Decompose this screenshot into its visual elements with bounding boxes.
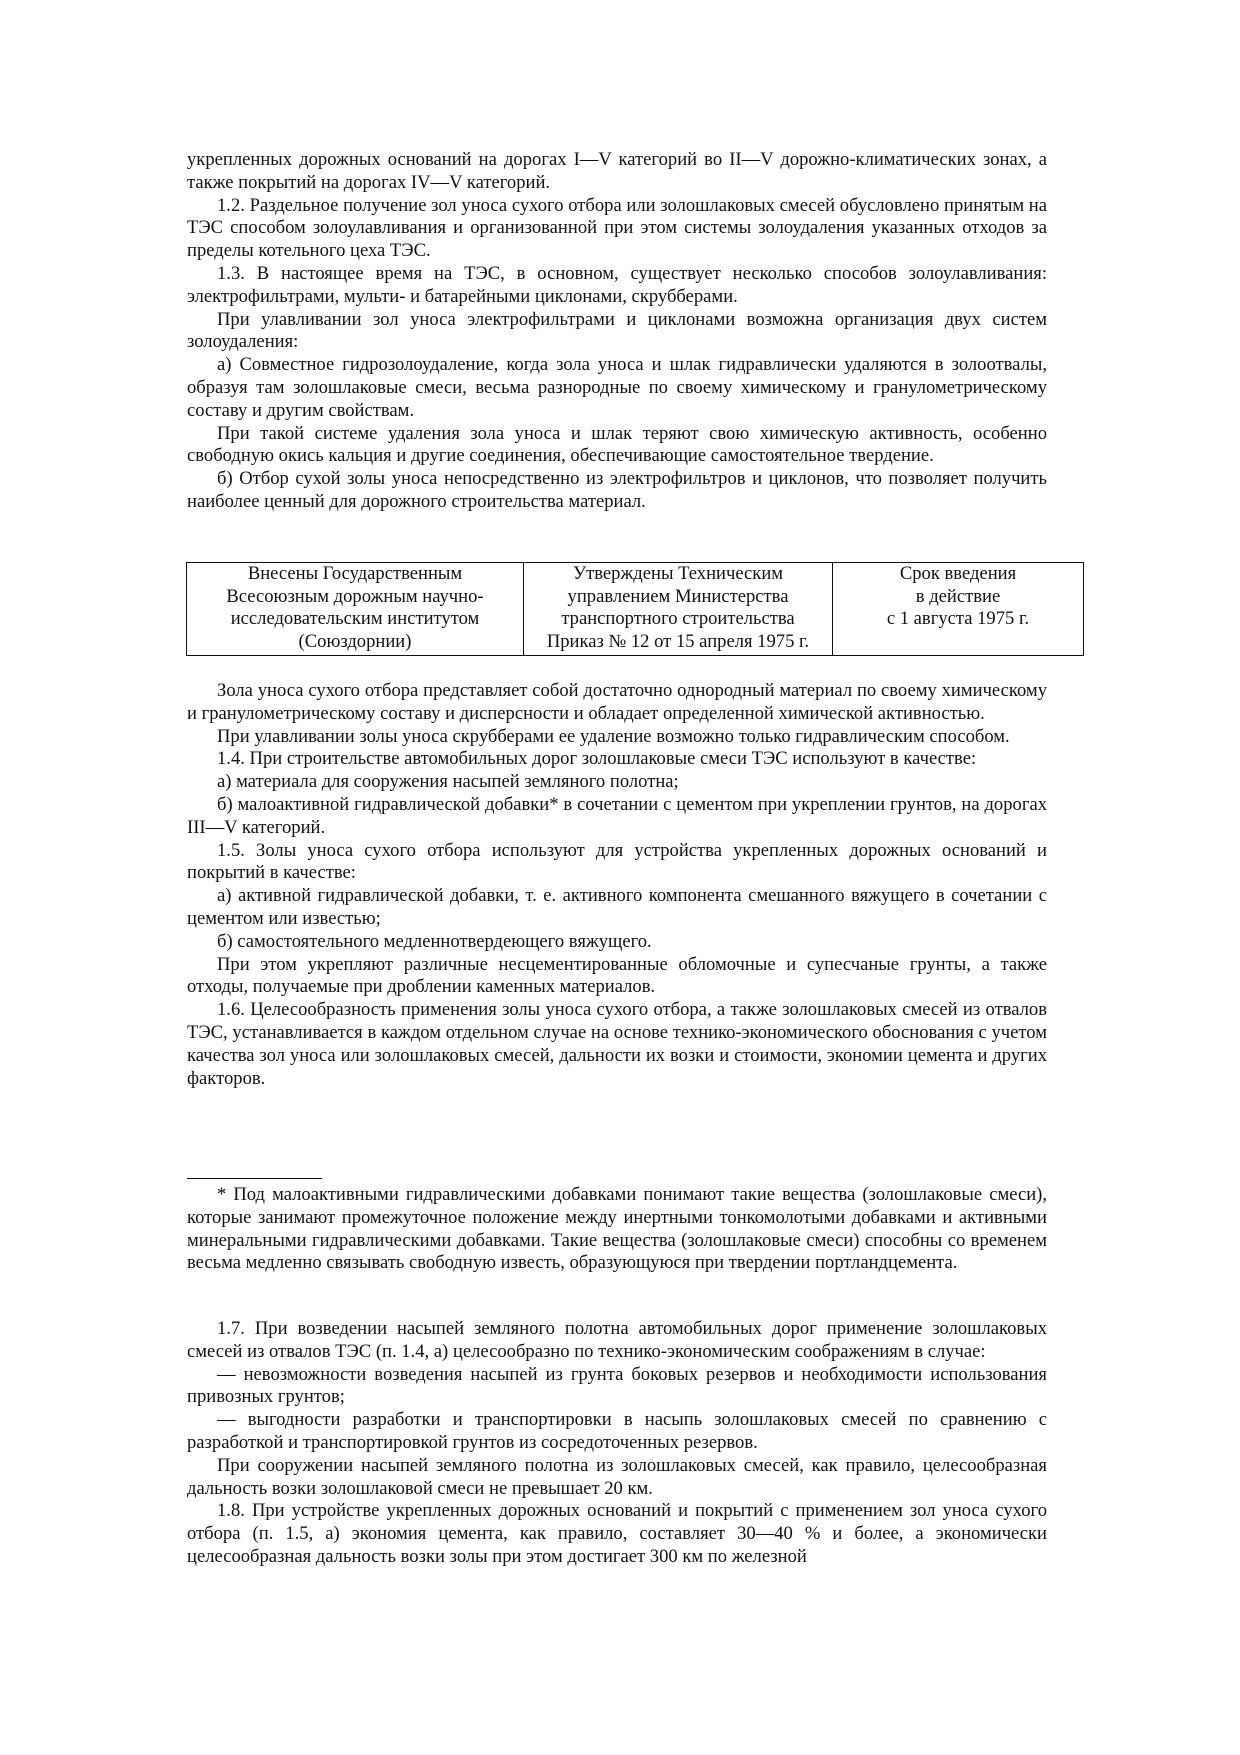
paragraph: При улавливании золы уноса скрубберами ее удаление возможно только гидравлическим способом. (217, 725, 1010, 747)
paragraph: б) самостоятельного медленнотвердеющего вяжущего. (217, 930, 652, 952)
paragraph: При такой системе удаления зола уноса и шлак теряют свою химическую активность, особенно свободную окись кальция и другие соединения, обеспечивающие самостоятельное твердение. (187, 422, 1047, 467)
paragraph: 1.6. Целесообразность применения золы уноса сухого отбора, а также золошлаковых смесей из отвалов ТЭС, устанавливается в каждом отдельном случае на основе технико-экономического обоснования с учетом качества зол уноса или золошлаковых смесей, дальности их возки и стоимости, экономии цемента и других факторов. (187, 999, 1047, 1089)
cell-line: исследовательским институтом (230, 608, 480, 630)
cell-line: Утверждены Техническим (572, 563, 784, 584)
paragraph: При сооружении насыпей земляного полотна из золошлаковых смесей, как правило, целесообразная дальность возки золошлаковой смеси не превышает 20 км. (187, 1454, 1047, 1499)
cell-line: с 1 августа 1975 г. (886, 608, 1030, 630)
approved-by-cell (524, 563, 833, 656)
paragraph: 1.8. При устройстве укрепленных дорожных оснований и покрытий с применением зол уноса сухого отбора (п. 1.5, а) экономия цемента, как правило, составляет 30—40 % и более, а экономически целесообразная дальность возки золы при этом достигает 300 км по железной (187, 1500, 1047, 1567)
paragraph: а) материала для сооружения насыпей земляного полотна; (217, 771, 679, 793)
paragraph: 1.7. При возведении насыпей земляного полотна автомобильных дорог применение золошлаковых смесей из отвалов ТЭС (п. 1.4, а) целесообразно по технико-экономическим соображениям в случае: (187, 1318, 1047, 1362)
cell-line: Срок введения (899, 563, 1017, 584)
paragraph: При улавливании зол уноса электрофильтрами и циклонами возможна организация двух систем золоудаления: (187, 308, 1047, 353)
paragraph: укрепленных дорожных оснований на дорогах I—V категорий во II—V дорожно-климатических зонах, а также покрытий на дорогах IV—V категорий. (187, 149, 1047, 193)
paragraph: 1.4. При строительстве автомобильных дорог золошлаковые смеси ТЭС используют в качестве: (217, 748, 977, 770)
cell-line: управлением Министерства (567, 585, 789, 607)
paragraph: а) активной гидравлической добавки, т. е. активного компонента смешанного вяжущего в сочетании с цементом или известью; (187, 885, 1047, 929)
intro-paragraphs (187, 149, 1047, 514)
cell-line: (Союздорнии) (298, 630, 412, 652)
footnote: * Под малоактивными гидравлическими добавками понимают такие вещества (золошлаковые смеси), которые занимают промежуточное положение между инертными тонкомолотыми добавками и активными минеральными гидравлическими добавками. Такие вещества (золошлаковые смеси) способны со временем весьма медленно связывать свободную известь, образующуюся при твердении портландцемента. (187, 1184, 1047, 1274)
continuation-paragraphs (187, 1318, 1047, 1569)
table-row (187, 563, 1084, 656)
paragraph: Зола уноса сухого отбора представляет собой достаточно однородный материал по своему химическому и гранулометрическому составу и дисперсности и обладает определенной химической активностью. (187, 680, 1047, 724)
cell-line: Приказ № 12 от 15 апреля 1975 г. (546, 630, 810, 652)
main-paragraphs (187, 680, 1047, 1090)
cell-line: Внесены Государственным (247, 563, 463, 584)
paragraph: 1.2. Раздельное получение зол уноса сухого отбора или золошлаковых смесей обусловлено принятым на ТЭС способом золоулавливания и организованной при этом системы золоудаления указанных отходов за пределы котельного цеха ТЭС. (187, 194, 1047, 262)
paragraph: — выгодности разработки и транспортировки в насыпь золошлаковых смесей по сравнению с разработкой и транспортировкой грунтов из сосредоточенных резервов. (187, 1409, 1047, 1453)
submitted-by-cell (187, 563, 524, 656)
paragraph: 1.3. В настоящее время на ТЭС, в основном, существует несколько способов золоулавливания: электрофильтрами, мульти- и батарейными циклонами, скрубберами. (187, 262, 1047, 307)
paragraph: а) Совместное гидрозолоудаление, когда зола уноса и шлак гидравлически удаляются в золоотвалы, образуя там золошлаковые смеси, весьма разнородные по своему химическому и гранулометрическому составу и другим свойствам. (187, 354, 1047, 421)
cell-line: транспортного строительства (561, 608, 795, 630)
effective-date-cell (833, 563, 1084, 656)
paragraph: б) Отбор сухой золы уноса непосредственно из электрофильтров и циклонов, что позволяет получить наиболее ценный для дорожного строительства материал. (187, 468, 1047, 512)
paragraph: При этом укрепляют различные несцементированные обломочные и супесчаные грунты, а также отходы, получаемые при дроблении каменных материалов. (187, 953, 1047, 998)
paragraph: б) малоактивной гидравлической добавки* в сочетании с цементом при укреплении грунтов, на дорогах III—V категорий. (187, 793, 1047, 838)
cell-line: Всесоюзным дорожным научно- (226, 585, 484, 607)
paragraph: — невозможности возведения насыпей из грунта боковых резервов и необходимости использования привозных грунтов; (187, 1363, 1047, 1408)
approval-info-table (186, 562, 1084, 656)
cell-line: в действие (915, 585, 1001, 607)
footnote-divider (187, 1178, 322, 1179)
paragraph: 1.5. Золы уноса сухого отбора используют для устройства укрепленных дорожных оснований и покрытий в качестве: (187, 839, 1047, 884)
